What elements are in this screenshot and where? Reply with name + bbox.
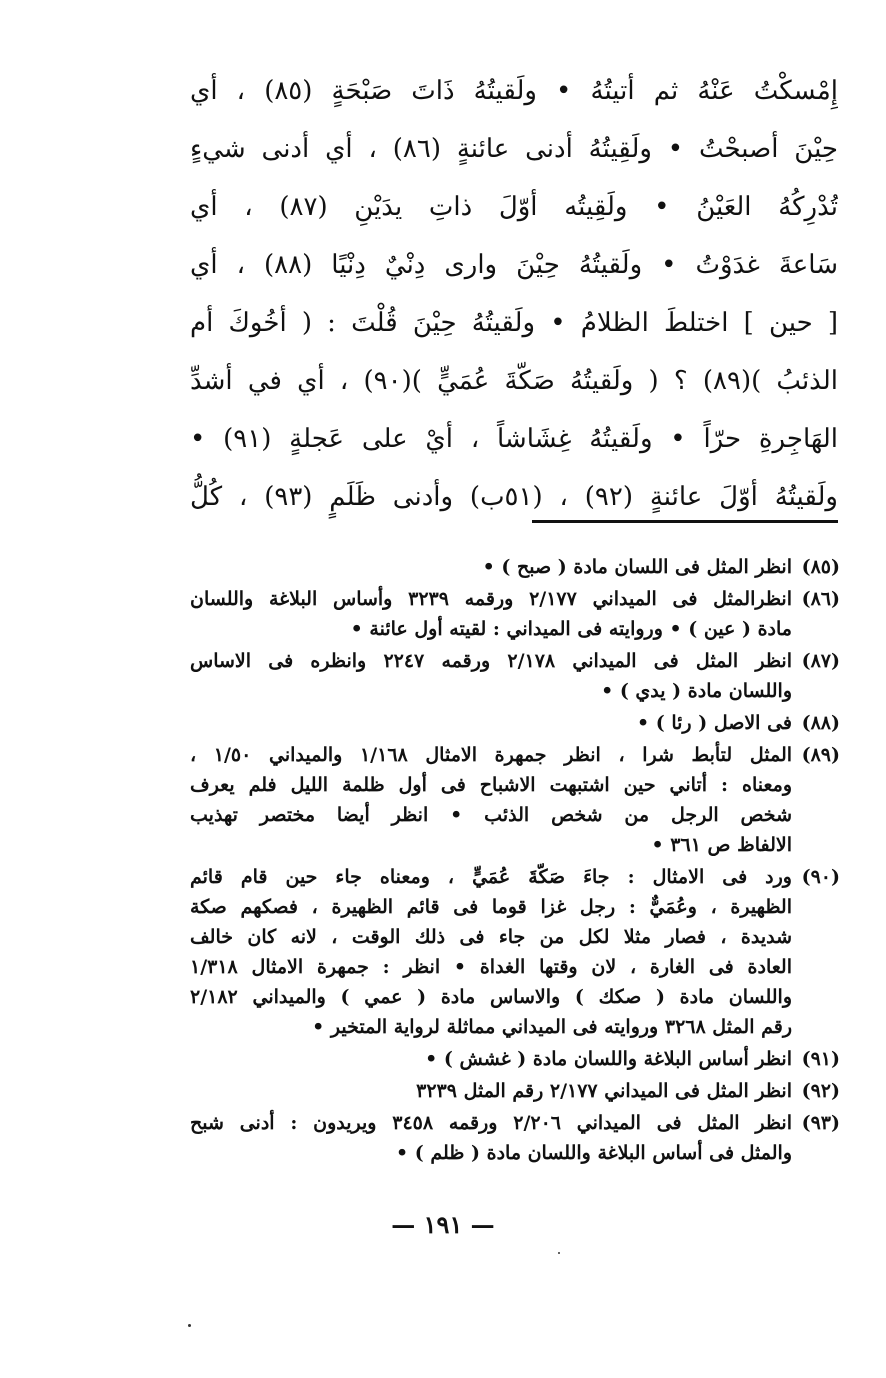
main-text-line: الهَاجِرةِ حرّاً • ولَقيتُهُ غِشَاشاً ، أيْ على عَجلةٍ (٩١) •	[190, 424, 838, 454]
footnote-line: انظر المثل فى الميداني ٢/٢٠٦ ورقمه ٣٤٥٨ ويريدون : أدنى شبح	[190, 1112, 792, 1134]
footnote-87	[190, 646, 840, 706]
footnote-86	[190, 584, 840, 644]
footnote-85	[190, 552, 840, 582]
footnote-line: والمثل فى أساس البلاغة واللسان مادة ( ظلم ) •	[395, 1142, 792, 1164]
footnote-number: (٩١)	[801, 1048, 840, 1070]
main-text-line: [ حين ] اختلطَ الظلامُ • ولَقيتُهُ حِيْنَ قُلْتَ : ( أخُوكَ أم	[190, 308, 838, 338]
page-number: — ١٩١ —	[391, 1210, 495, 1239]
footnote-line: انظر المثل فى الميداني ٢/١٧٧ رقم المثل ٣٢٣٩	[416, 1080, 792, 1102]
footnote-line: فى الاصل ( رئا ) •	[636, 712, 792, 734]
footnote-body	[190, 1076, 792, 1106]
footnote-body	[190, 708, 792, 738]
main-text-line: سَاعةَ غدَوْتُ • ولَقيتُهُ حِيْنَ وارى دِنْيٌ دِنْيًا (٨٨) ، أي	[190, 250, 838, 280]
main-text-line: ولَقيتُهُ أوّلَ عائنةٍ (٩٢) ، (٥١ب) وأدنى ظَلَمٍ (٩٣) ، كُلُّ	[190, 482, 838, 512]
footnote-line: المثل لتأبط شرا ، انظر جمهرة الامثال ١/١٦٨ والميداني ١/٥٠ ،	[190, 744, 792, 766]
main-text-line: الذئبُ )(٨٩) ؟ ( ولَقيتُهُ صَكّةَ عُمَيٍّ )(٩٠) ، أي في أشدِّ	[190, 366, 838, 396]
footnote-body	[190, 552, 792, 582]
footnote-body	[190, 1108, 792, 1168]
footnote-number: (٨٧)	[801, 650, 840, 672]
footnote-line: الالفاظ ص ٣٦١ •	[651, 834, 792, 856]
footnote-93	[190, 1108, 840, 1168]
scan-speck	[558, 1252, 560, 1254]
footnote-line: ورد فى الامثال : جاءَ صَكّةَ عُمَيٍّ ، ومعناه جاء حين قام قائم	[190, 866, 792, 888]
footnote-number: (٨٦)	[801, 588, 840, 610]
footnotes-block	[190, 552, 840, 1170]
main-text-line: تُدْرِكُهُ العَيْنُ • ولَقِيتُه أوّلَ ذاتِ يدَيْنِ (٨٧) ، أي	[190, 192, 838, 222]
scan-speck	[188, 1324, 191, 1327]
footnote-body	[190, 862, 792, 1042]
main-text-block	[190, 62, 838, 526]
footnote-line: انظر أساس البلاغة واللسان مادة ( غشش ) •	[425, 1048, 792, 1070]
footnote-line: انظرالمثل فى الميداني ٢/١٧٧ ورقمه ٣٢٣٩ وأساس البلاغة واللسان	[190, 588, 792, 610]
footnote-line: شديدة ، فصار مثلا لكل من جاء فى ذلك الوقت ، لانه كان خالف	[190, 926, 792, 948]
main-text-line: حِيْنَ أصبحْتُ • ولَقِيتُهُ أدنى عائنةٍ (٨٦) ، أي أدنى شيءٍ	[190, 134, 838, 164]
footnote-line: واللسان مادة ( يدي ) •	[601, 680, 792, 702]
footnote-body	[190, 740, 792, 860]
footnote-90	[190, 862, 840, 1042]
footnote-line: مادة ( عين ) • وروايته فى الميداني : لقيته أول عائنة •	[350, 618, 792, 640]
footnote-line: شخص الرجل من شخص الذئب • انظر أيضا مختصر تهذيب	[190, 804, 792, 826]
footnote-number: (٨٥)	[801, 556, 840, 578]
main-text-line: إِمْسكْتُ عَنْهُ ثم أتيتُهُ • ولَقيتُهُ ذَاتَ صَبْحَةٍ (٨٥) ، أي	[190, 76, 838, 106]
footnote-line: انظر المثل فى الميداني ٢/١٧٨ ورقمه ٢٢٤٧ وانظره فى الاساس	[190, 650, 792, 672]
footnote-number: (٨٩)	[801, 744, 840, 766]
footnote-body	[190, 584, 792, 644]
footnote-92	[190, 1076, 840, 1106]
footnote-89	[190, 740, 840, 860]
footnote-separator-rule	[532, 520, 838, 523]
footnote-line: انظر المثل فى اللسان مادة ( صبح ) •	[482, 556, 792, 578]
footnote-number: (٩٣)	[801, 1112, 840, 1134]
footnote-91	[190, 1044, 840, 1074]
footnote-line: رقم المثل ٣٢٦٨ وروايته فى الميداني مماثلة لرواية المتخير •	[312, 1016, 792, 1038]
footnote-number: (٨٨)	[801, 712, 840, 734]
footnote-number: (٩٠)	[801, 866, 840, 888]
footnote-88	[190, 708, 840, 738]
footnote-number: (٩٢)	[801, 1080, 840, 1102]
footnote-line: العادة فى الغارة ، لان وقتها الغداة • انظر : جمهرة الامثال ١/٣١٨	[190, 956, 792, 978]
footnote-line: ومعناه : أتاني حين اشتبهت الاشباح فى أول ظلمة الليل فلم يعرف	[190, 774, 792, 796]
footnote-line: واللسان مادة ( صكك ) والاساس مادة ( عمي ) والميداني ٢/١٨٢	[190, 986, 792, 1008]
footnote-body	[190, 646, 792, 706]
footnote-line: الظهيرة ، وعُمَيٌّ : رجل غزا قوما فى قائم الظهيرة ، فصكهم صكة	[190, 896, 792, 918]
footnote-body	[190, 1044, 792, 1074]
